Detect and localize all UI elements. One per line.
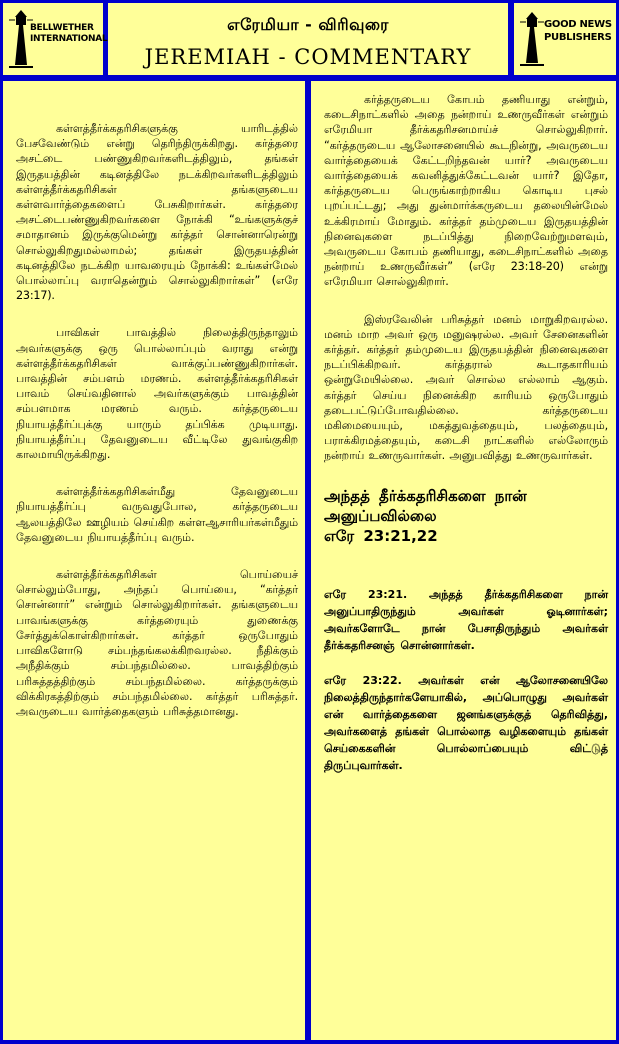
left-column: [3, 81, 305, 1040]
paragraph: கர்த்தருடைய கோபம் தணியாது என்றும், கடைசிநாட்களில் அதை நன்றாய் உணருவீர்கள் என்றும் எரேமியா தீர்க்கதரிசனமாய்ச் சொல்லுகிறார். “கர்த்தருடைய ஆலோசனையில் கூடநின்று, அவருடைய வார்த்தையைக் கேட்டறிந்தவன் யார்? அவருடைய வார்த்தையைக் கவனித்துக்கேட்டவன் யார்? இதோ, கர்த்தருடைய பெருங்காற்றாகிய கொடிய புசல் புறப்பட்டது; அது துன்மார்க்கருடைய தலையின்மேல் உக்கிரமாய் மோதும். கர்த்தர் தம்முடைய இருதயத்தின் நினைவுகளை நடப்பித்து நிறைவேற்றுமளவும், அவருடைய கோபம் தணியாது, கடைசிநாட்களில் அதை நன்றாய் உணருவீர்கள்” (எரே 23:18-20) என்று எரேமியா சொல்லுகிறார்.: [324, 93, 608, 289]
paragraph: இஸ்ரவேலின் பரிசுத்தர் மனம் மாறுகிறவரல்ல. மனம் மாற அவர் ஒரு மனுஷரல்ல. அவர் சேனைகளின் கர்த்தர். கர்த்தர் தம்முடைய இருதயத்தின் நினைவுகளை நடப்பிக்கிறவர். கர்த்தரால் கூடாதகாரியம் ஒன்றுமேயில்லை. அவர் சொல்ல எல்லாம் ஆகும். கர்த்தர் செய்ய நினைக்கிற காரியம் ஒருபோதும் தடைபட்டுப்போவதில்லை. கர்த்தருடைய மகிமையையும், மகத்துவத்தையும், பலத்தையும், பராக்கிரமத்தையும், கடைசி நாட்களில் எல்லோரும் நன்றாய் உணருவார்கள். அனுபவித்து உணருவார்கள்.: [324, 312, 608, 463]
section-heading-reference: எரே 23:21,22: [324, 526, 438, 545]
bellwether-logo: [3, 3, 108, 75]
good-news-logo: [514, 3, 616, 75]
right-column: [311, 81, 616, 1040]
paragraph: கள்ளத்தீர்க்கதரிசிகளுக்கு யாரிடத்தில் பேசவேண்டும் என்று தெரிந்திருக்கிறது. கர்த்தரை அசட்டை பண்ணுகிறவர்களிடத்திலும், தங்கள் இருதயத்தின் கடினத்திலே நடக்கிறவர்களிடத்திலும் கள்ளத்தீர்க்கதரிசிகள் தங்களுடைய கள்ளவார்த்தைகளைப் பேசுகிறார்கள். கர்த்தரை அசட்டைபண்ணுகிறவர்களை நோக்கி “உங்களுக்குச் சமாதானம் இருக்குமென்று கர்த்தர் சொன்னாரென்று சொல்லுகிறதுமல்லாமல்; தங்கள் இருதயத்தின் கடினத்திலே நடக்கிற யாவரையும் நோக்கி: உங்கள்மேல் பொல்லாப்பு வராதென்றும் சொல்லுகிறார்கள்” (எரே 23:17).: [16, 122, 298, 303]
title-english: JEREMIAH - COMMENTARY: [144, 45, 472, 69]
bellwether-logo-text: BELLWETHER INTERNATIONAL: [30, 23, 108, 44]
verse: எரே 23:22. அவர்கள் என் ஆலோசனையிலே நிலைத்திருந்தார்களேயாகில், அப்பொழுது அவர்கள் என் வார்த்தைகளை ஜனங்களுக்குத் தெரிவித்து, அவர்களைத் தங்கள் பொல்லாத வழிகளையும் தங்கள் செய்கைகளின் பொல்லாப்பையும் விட்டுத் திருப்புவார்கள்.: [324, 673, 608, 772]
title-tamil: எரேமியா - விரிவுரை: [227, 15, 389, 34]
verse: எரே 23:21. அந்தத் தீர்க்கதரிசிகளை நான் அனுப்பாதிருந்தும் அவர்கள் ஓடினார்கள்; அவர்களோடே நான் பேசாதிருந்தும் அவர்கள் தீர்க்கதரிசனஞ் சொன்னார்கள்.: [324, 587, 608, 652]
section-heading: [324, 486, 608, 546]
good-news-logo-text: GOOD NEWS PUBLISHERS: [544, 19, 612, 43]
paragraph: கள்ளத்தீர்க்கதரிசிகள்மீது தேவனுடைய நியாயத்தீர்ப்பு வருவதுபோல, கர்த்தருடைய ஆலயத்திலே ஊழியம் செய்கிற கள்ளஆசாரியர்கள்மீதும் தேவனுடைய நியாயத்தீர்ப்பு வரும்.: [16, 485, 298, 544]
paragraph: கள்ளத்தீர்க்கதரிசிகள் பொய்யைச் சொல்லும்போது, அந்தப் பொய்யை, “கர்த்தர் சொன்னார்” என்றும் சொல்லுகிறார்கள். தங்களுடைய பாவங்களுக்கு கர்த்தரையும் துணைக்கு சேர்த்துக்கொள்கிறார்கள். கர்த்தர் ஒருபோதும் பாவிகளோடு சம்பந்தங்கலக்கிறவரல்ல. நீதிக்கும் அநீதிக்கும் சம்பந்தமில்லை. பாவத்திற்கும் பரிசுத்தத்திற்கும் சம்பந்தமில்லை. கர்த்தருக்கும் விக்கிரகத்திற்கும் சம்பந்தமில்லை. கர்த்தர் பரிசுத்தர். அவருடைய வார்த்தைகளும் பரிசுத்தமானது.: [16, 568, 298, 718]
section-heading-title: அந்தத் தீர்க்கதரிசிகளை நான் அனுப்பவில்லை: [324, 486, 527, 525]
page-title: [108, 3, 508, 75]
paragraph: பாவிகள் பாவத்தில் நிலைத்திருந்தாலும் அவர்களுக்கு ஒரு பொல்லாப்பும் வராது என்று கள்ளத்தீர்க்கதரிசிகள் வாக்குப்பண்ணுகிறார்கள். பாவத்தின் சம்பளம் மரணம். கள்ளத்தீர்க்கதரிசிகள் பாவம் செய்வதினால் அவர்களுக்கும் பாவத்தின் சம்பளமாக மரணம் வரும். கர்த்தருடைய நியாயத்தீர்ப்புக்கு யாரும் தப்பிக்க முடியாது. நியாயத்தீர்ப்பு தேவனுடைய வீட்டிலே துவங்குகிற காலமாயிருக்கிறது.: [16, 326, 298, 462]
